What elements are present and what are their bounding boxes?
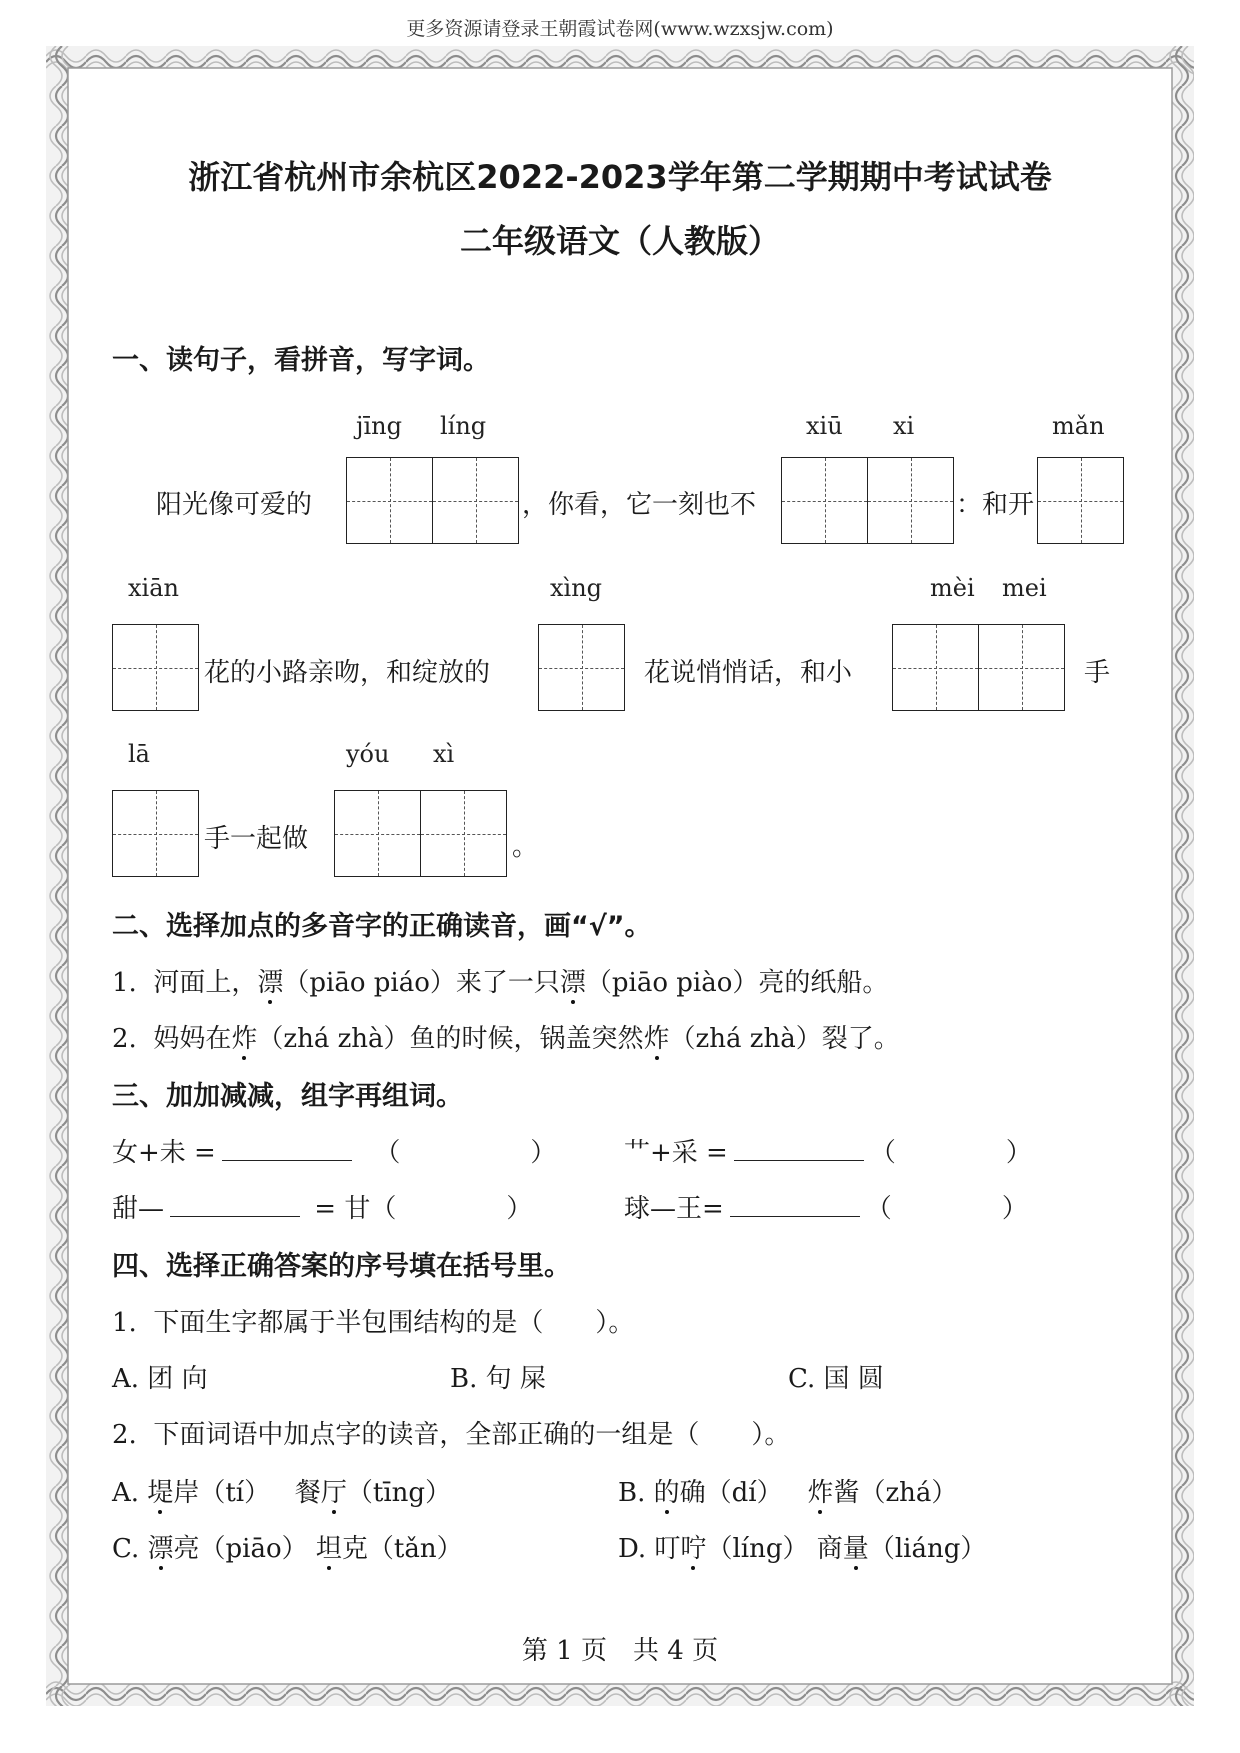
page-title: 浙江省杭州市余杭区2022-2023学年第二学期期中考试试卷 <box>188 158 1052 196</box>
option-c[interactable]: C. 国 圆 <box>788 1364 884 1394</box>
pinyin-jing: jīng <box>356 412 402 440</box>
writing-box[interactable] <box>432 457 519 544</box>
writing-box[interactable] <box>538 624 625 711</box>
sentence-part: 。 <box>512 832 539 862</box>
pinyin-man: mǎn <box>1052 412 1105 440</box>
option-a[interactable]: A. 团 向 <box>112 1364 208 1394</box>
writing-box[interactable] <box>978 624 1065 711</box>
equation-4: 球—王= （ ） <box>624 1194 1028 1224</box>
pinyin-xing: xìng <box>550 574 603 602</box>
answer-blank[interactable] <box>730 1192 860 1217</box>
decorative-border <box>46 46 1194 1706</box>
section-3-heading: 三、加加减减，组字再组词。 <box>112 1081 463 1112</box>
section-1-heading: 一、读句子，看拼音，写字词。 <box>112 345 490 376</box>
option-a[interactable]: A. 堤岸（tí） 餐厅（tīng） <box>112 1478 452 1508</box>
writing-box[interactable] <box>420 790 507 877</box>
pinyin-mei: mèi <box>930 574 975 602</box>
answer-blank[interactable] <box>170 1192 300 1217</box>
pinyin-xi2: xì <box>433 740 455 768</box>
sentence-part: ，你看，它一刻也不 <box>522 490 757 520</box>
pinyin-ling: líng <box>440 412 487 440</box>
question-2-2: 2. 妈妈在炸（zhá zhà）鱼的时候，锅盖突然炸（zhá zhà）裂了。 <box>112 1024 900 1054</box>
option-b[interactable]: B. 句 屎 <box>450 1364 546 1394</box>
section-4-heading: 四、选择正确答案的序号填在括号里。 <box>112 1251 571 1282</box>
sentence-part: 花说悄悄话，和小 <box>644 658 853 688</box>
top-note: 更多资源请登录王朝霞试卷网(www.wzxsjw.com) <box>406 18 834 40</box>
option-b[interactable]: B. 的确（dí） 炸酱（zhá） <box>618 1478 958 1508</box>
writing-box[interactable] <box>112 624 199 711</box>
answer-blank[interactable] <box>734 1136 864 1161</box>
sentence-part: 花的小路亲吻，和绽放的 <box>204 658 491 688</box>
sentence-part: 手一起做 <box>204 824 309 854</box>
writing-box[interactable] <box>346 457 433 544</box>
sentence-part: 阳光像可爱的 <box>156 490 313 520</box>
section-2-heading: 二、选择加点的多音字的正确读音，画“√”。 <box>112 911 652 942</box>
question-2-1: 1. 河面上，漂（piāo piáo）来了一只漂（piāo piào）亮的纸船。 <box>112 968 889 998</box>
sentence-part: 手 <box>1084 658 1111 688</box>
equation-3: 甜— = 甘（ ） <box>112 1194 533 1224</box>
writing-box[interactable] <box>112 790 199 877</box>
pinyin-xi: xi <box>893 412 915 440</box>
pinyin-xiu: xiū <box>806 412 843 440</box>
equation-1: 女+未 = （ ） <box>112 1138 557 1168</box>
page-footer: 第 1 页 共 4 页 <box>521 1636 719 1666</box>
writing-box[interactable] <box>892 624 979 711</box>
pinyin-la: lā <box>128 740 150 768</box>
question-4-1: 1. 下面生字都属于半包围结构的是（ ）。 <box>112 1308 635 1338</box>
question-4-2: 2. 下面词语中加点字的读音，全部正确的一组是（ ）。 <box>112 1420 791 1450</box>
pinyin-mei2: mei <box>1002 574 1047 602</box>
pinyin-you: yóu <box>346 740 390 768</box>
option-d[interactable]: D. 叮咛（líng） 商量（liáng） <box>618 1534 987 1564</box>
option-c[interactable]: C. 漂亮（piāo） 坦克（tǎn） <box>112 1534 463 1564</box>
pinyin-xian: xiān <box>128 574 179 602</box>
writing-box[interactable] <box>781 457 868 544</box>
page-subtitle: 二年级语文（人教版） <box>459 222 780 260</box>
sentence-part: ：和开 <box>956 490 1035 520</box>
writing-box[interactable] <box>1037 457 1124 544</box>
writing-box[interactable] <box>867 457 954 544</box>
equation-2: 艹+采 = （ ） <box>624 1138 1032 1168</box>
answer-blank[interactable] <box>222 1136 352 1161</box>
writing-box[interactable] <box>334 790 421 877</box>
